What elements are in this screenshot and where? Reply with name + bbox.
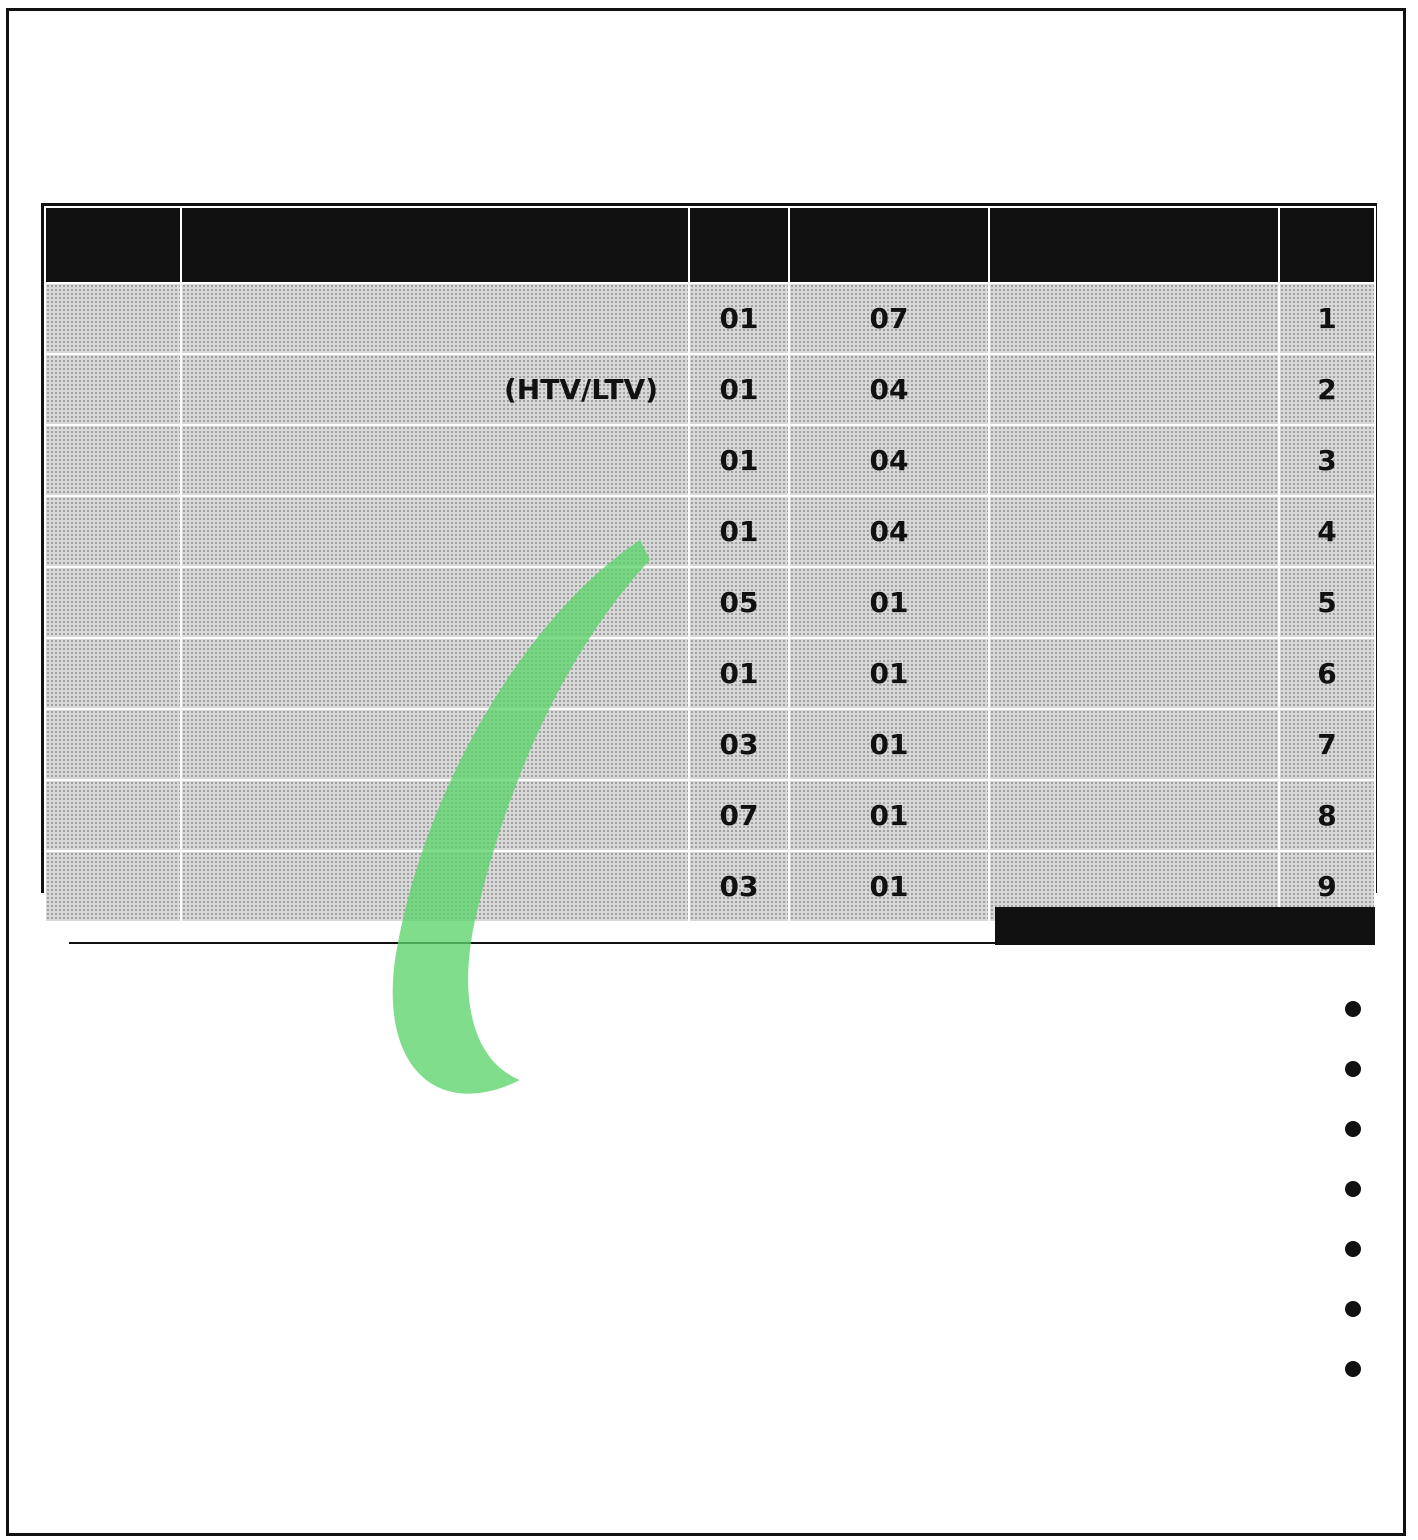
cell-qualification — [181, 496, 689, 567]
bullet-icon — [1345, 1361, 1361, 1377]
cell-qualification — [181, 283, 689, 354]
cell-domicile — [45, 496, 181, 567]
table-header-row — [45, 207, 1375, 283]
header-domicile — [45, 207, 181, 283]
cell-count: 05 — [689, 567, 789, 638]
bullet-icon — [1345, 1061, 1361, 1077]
cell-bps: 07 — [789, 283, 989, 354]
cell-qualification — [181, 780, 689, 851]
cell-domicile — [45, 638, 181, 709]
cell-bps: 01 — [789, 638, 989, 709]
cell-post — [989, 638, 1279, 709]
header-post — [989, 207, 1279, 283]
table-row — [45, 496, 1375, 567]
cell-count: 01 — [689, 496, 789, 567]
cell-bps: 01 — [789, 851, 989, 922]
cell-domicile — [45, 425, 181, 496]
cell-bps: 04 — [789, 496, 989, 567]
condition-item — [39, 1226, 1373, 1286]
condition-item — [39, 986, 1373, 1046]
cell-domicile — [45, 567, 181, 638]
condition-item — [39, 1106, 1373, 1166]
cell-domicile — [45, 709, 181, 780]
bullet-icon — [1345, 1181, 1361, 1197]
header-qualification — [181, 207, 689, 283]
cell-serial: 3 — [1279, 425, 1375, 496]
cell-serial: 6 — [1279, 638, 1375, 709]
cell-serial: 1 — [1279, 283, 1375, 354]
conditions-heading — [995, 907, 1375, 945]
cell-serial: 7 — [1279, 709, 1375, 780]
cell-serial: 9 — [1279, 851, 1375, 922]
table-row — [45, 709, 1375, 780]
table-row — [45, 780, 1375, 851]
condition-item — [39, 1286, 1373, 1346]
header-bps — [789, 207, 989, 283]
table-row — [45, 425, 1375, 496]
cell-qualification — [181, 354, 689, 425]
cell-domicile — [45, 851, 181, 922]
cell-serial: 8 — [1279, 780, 1375, 851]
cell-bps: 04 — [789, 354, 989, 425]
table-row — [45, 354, 1375, 425]
cell-post — [989, 780, 1279, 851]
cell-post — [989, 283, 1279, 354]
bullet-icon — [1345, 1301, 1361, 1317]
advertiser-line — [149, 1429, 1263, 1533]
job-advertisement — [6, 8, 1406, 1536]
conditions-divider — [69, 942, 995, 944]
conditions-list — [39, 986, 1373, 1406]
cell-bps: 04 — [789, 425, 989, 496]
vacancy-table — [44, 206, 1376, 923]
condition-item — [39, 1346, 1373, 1406]
cell-qualification — [181, 709, 689, 780]
header-serial — [1279, 207, 1375, 283]
qualification-latin-text: (HTV/LTV) — [504, 373, 658, 406]
cell-qualification — [181, 425, 689, 496]
cell-qualification — [181, 851, 689, 922]
condition-item — [39, 1166, 1373, 1226]
condition-item — [39, 1046, 1373, 1106]
cell-bps: 01 — [789, 709, 989, 780]
header-count — [689, 207, 789, 283]
advert-intro-text — [39, 149, 1373, 201]
cell-serial: 5 — [1279, 567, 1375, 638]
bullet-icon — [1345, 1121, 1361, 1137]
table-row — [45, 283, 1375, 354]
bullet-icon — [1345, 1241, 1361, 1257]
cell-count: 01 — [689, 638, 789, 709]
cell-qualification — [181, 567, 689, 638]
cell-qualification — [181, 638, 689, 709]
cell-bps: 01 — [789, 780, 989, 851]
cell-serial: 2 — [1279, 354, 1375, 425]
cell-count: 01 — [689, 425, 789, 496]
cell-count: 03 — [689, 851, 789, 922]
cell-post — [989, 567, 1279, 638]
cell-post — [989, 709, 1279, 780]
cell-count: 01 — [689, 283, 789, 354]
table-row — [45, 567, 1375, 638]
bullet-icon — [1345, 1001, 1361, 1017]
advert-headline — [69, 15, 1343, 135]
cell-bps: 01 — [789, 567, 989, 638]
cell-domicile — [45, 354, 181, 425]
cell-domicile — [45, 780, 181, 851]
table-row — [45, 638, 1375, 709]
cell-post — [989, 496, 1279, 567]
cell-post — [989, 425, 1279, 496]
cell-count: 07 — [689, 780, 789, 851]
cell-post — [989, 354, 1279, 425]
cell-domicile — [45, 283, 181, 354]
vacancy-table-frame — [41, 203, 1377, 903]
cell-serial: 4 — [1279, 496, 1375, 567]
cell-count: 01 — [689, 354, 789, 425]
cell-count: 03 — [689, 709, 789, 780]
